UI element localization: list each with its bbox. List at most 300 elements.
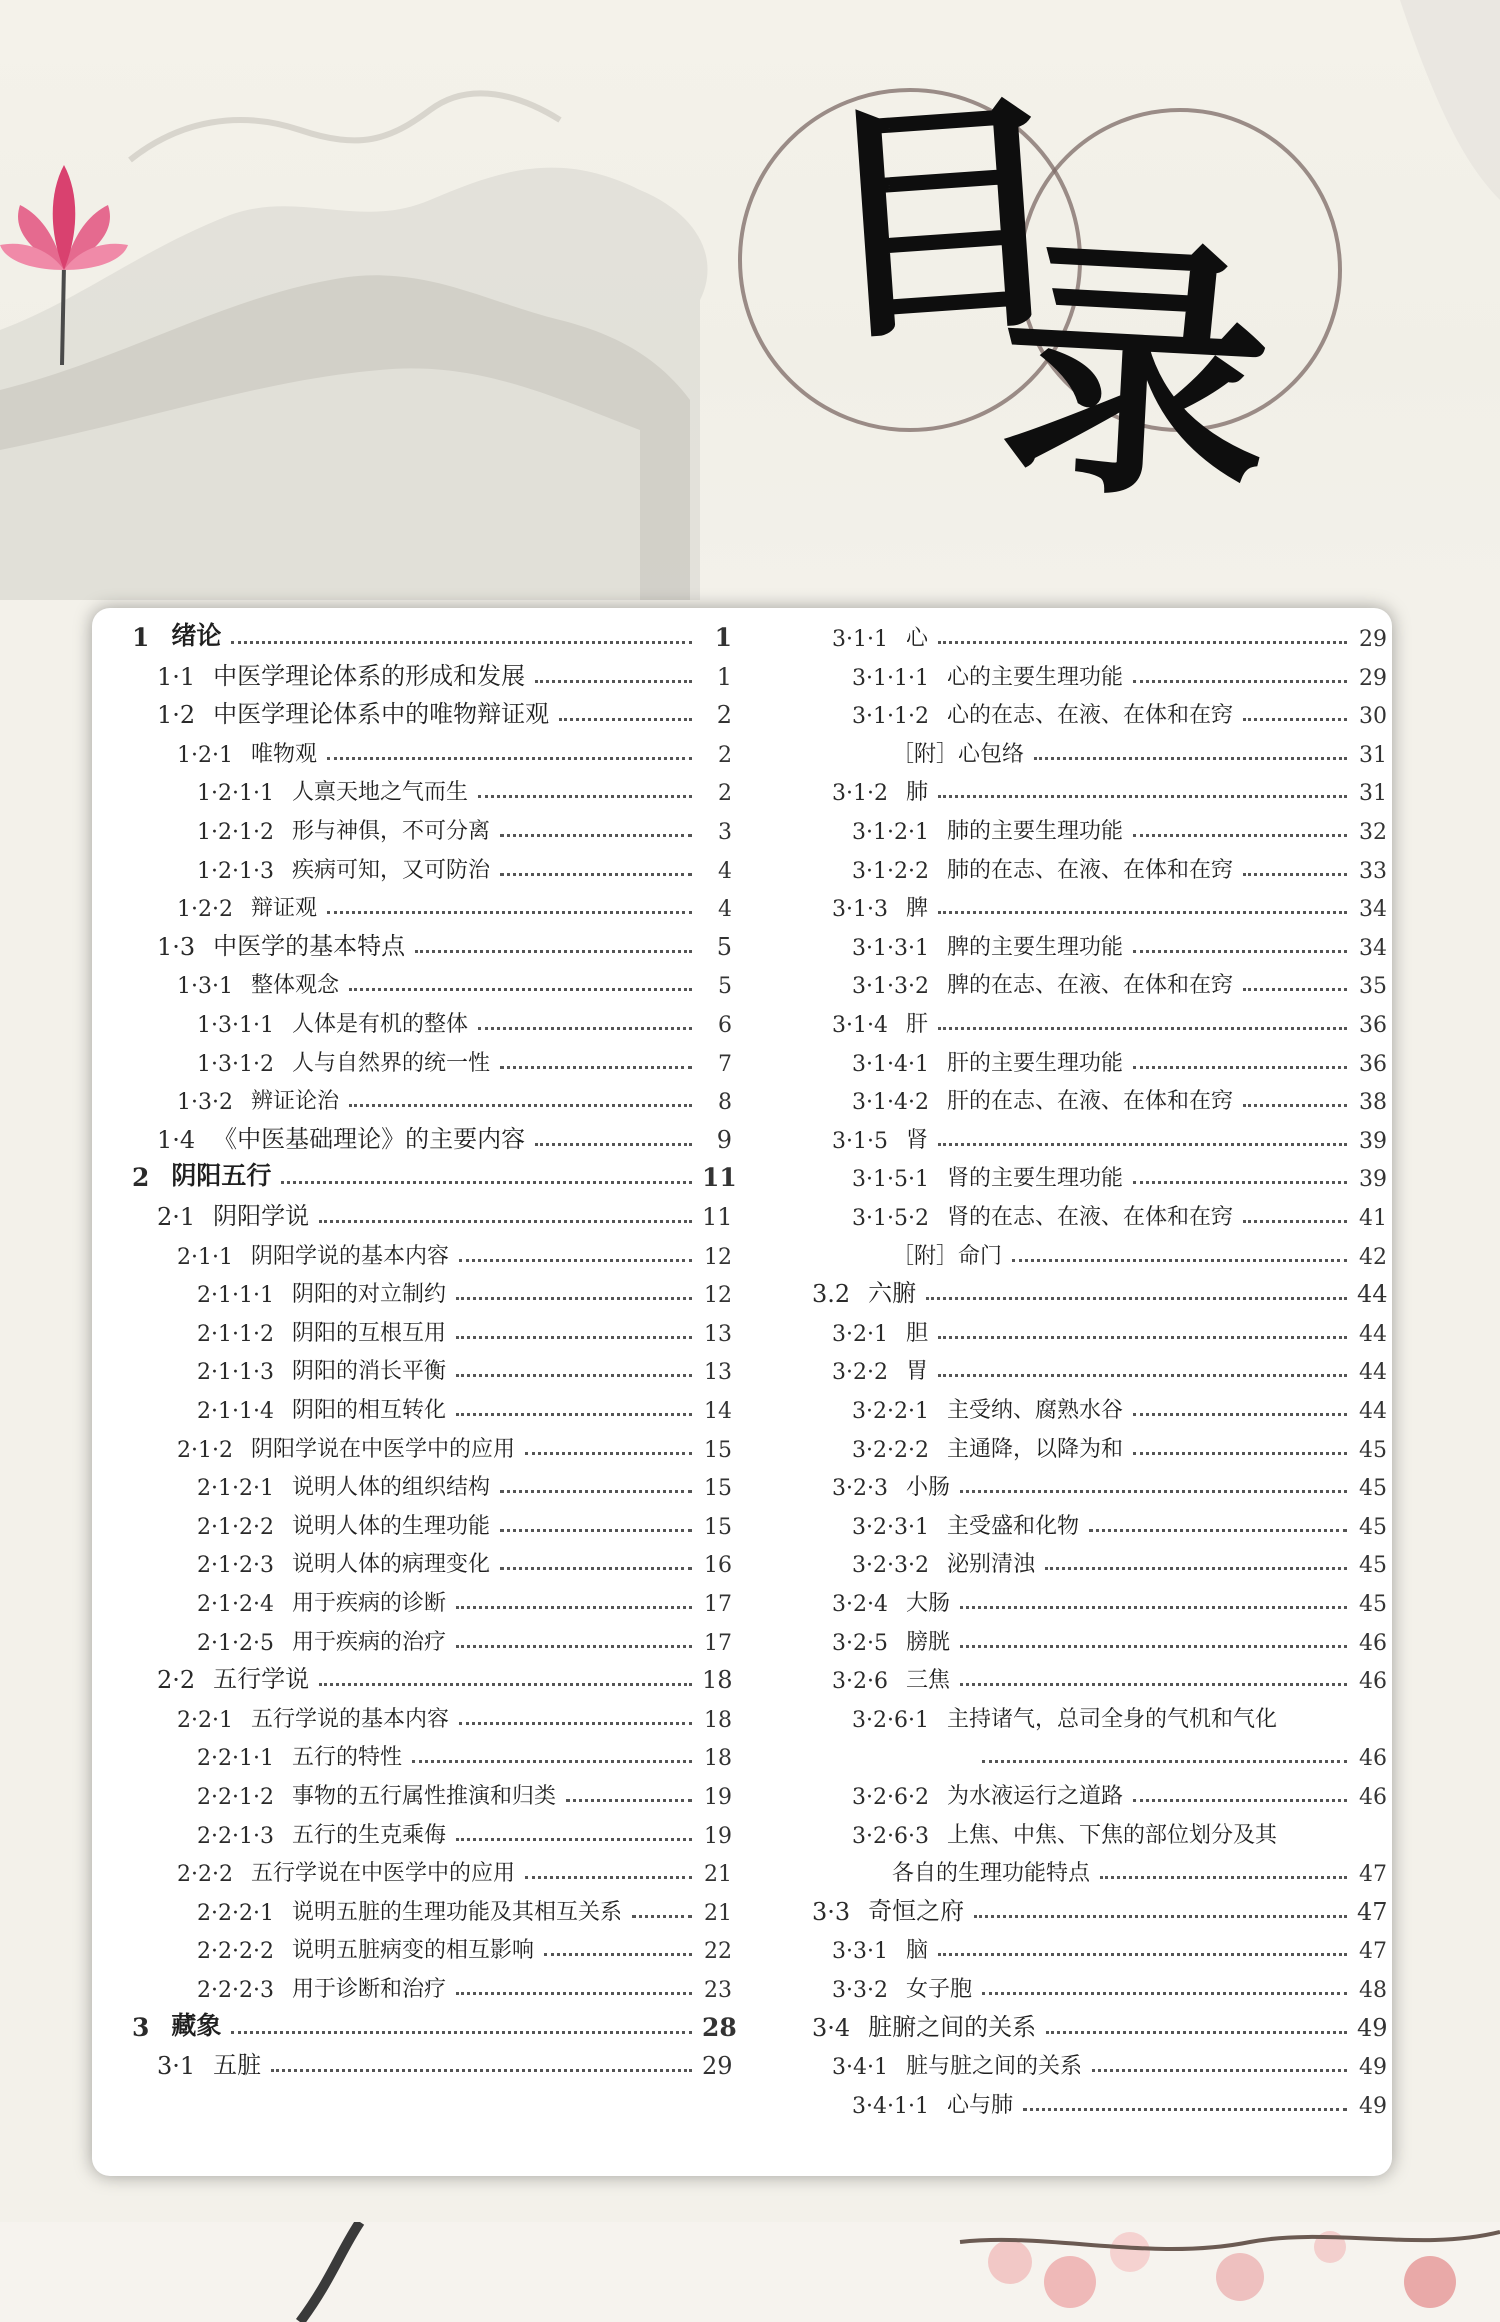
toc-dot-leader [1243,1220,1347,1223]
toc-dot-leader [281,1181,692,1184]
toc-dot-leader [938,1027,1347,1030]
toc-entry-title: 辨证论治 [250,1089,339,1115]
toc-entry [132,1311,732,1347]
toc-entry-number: 3·1·5 [832,1128,888,1154]
toc-entry-number: 3·2·4 [832,1592,888,1617]
toc-dot-leader [938,1374,1347,1377]
toc-entry [787,1311,1387,1347]
toc-entry [132,655,732,691]
toc-entry [787,1813,1387,1849]
toc-entry-number: 3·2·3·2 [852,1553,929,1579]
toc-entry-number: 2·2·1·2 [197,1785,274,1810]
toc-page-number: 12 [704,1244,732,1270]
toc-entry-title: 五行学说的基本内容 [250,1706,449,1732]
toc-dot-leader [535,680,692,683]
toc-entry [132,1156,737,1193]
toc-entry-title: 藏象 [171,2010,222,2040]
toc-entry-number: 3·1·5·2 [852,1206,929,1231]
toc-page-number: 5 [718,974,732,1000]
toc-page-number: 23 [704,1978,732,2003]
toc-entry [787,1542,1387,1578]
toc-dot-leader [459,1722,692,1725]
toc-entry-number: 3·1·2 [832,781,888,807]
toc-entry [132,1813,732,1849]
toc-entry [787,1388,1387,1424]
toc-entry-title: 阴阳的对立制约 [291,1282,446,1308]
toc-page-number: 15 [704,1514,732,1540]
toc-entry-title: 脾 [905,896,928,922]
toc-entry [132,925,732,961]
toc-entry-number: 3·3·2 [832,1978,888,2003]
toc-entry-number: 3·1·1·1 [852,665,929,691]
toc-dot-leader [632,1915,692,1918]
toc-entry-title: 肺的在志、在液、在体和在窍 [946,857,1233,883]
toc-page-number: 45 [1359,1592,1387,1617]
toc-entry [132,1427,732,1463]
toc-page-number: 45 [1359,1476,1387,1502]
toc-entry-title: 上焦、中焦、下焦的部位划分及其 [946,1822,1277,1848]
toc-entry-number: 2·2·2·1 [197,1900,274,1926]
toc-entry-title: 大肠 [905,1591,950,1616]
toc-entry-title: 三焦 [905,1668,950,1694]
toc-page-number: 29 [1359,627,1387,652]
toc-page-number: 17 [704,1630,732,1656]
toc-entry-title: 人体是有机的整体 [291,1012,468,1037]
toc-entry-number: 1·2·1·3 [197,858,274,884]
toc-dot-leader [938,795,1347,798]
toc-page-number: 2 [716,701,732,730]
toc-dot-leader [349,1104,692,1107]
toc-entry-number: 1 [132,623,150,652]
lotus-flower-illustration [0,135,170,365]
toc-entry [787,1504,1387,1540]
toc-entry-number: 3·2·2·1 [852,1399,929,1424]
toc-entry [787,1041,1387,1077]
toc-entry-number: 2·2·2·3 [197,1978,274,2003]
toc-entry-title: 中医学理论体系中的唯物辩证观 [213,700,550,729]
toc-entry-title: 主受纳、腐熟水谷 [946,1398,1123,1423]
toc-entry-number: 3·1·2·2 [852,858,929,884]
toc-entry [787,1002,1387,1038]
toc-entry [132,1465,732,1501]
toc-entry [787,848,1387,884]
toc-entry [132,1349,732,1385]
toc-dot-leader [559,718,692,721]
toc-page-number: 39 [1359,1128,1387,1154]
toc-entry-title: 说明人体的组织结构 [291,1475,490,1501]
toc-page-number: 7 [718,1051,732,1077]
toc-page-number: 42 [1359,1244,1387,1270]
toc-page-number: 44 [1357,1280,1388,1309]
toc-entry-title: 心与肺 [946,2092,1013,2118]
toc-page-number: 44 [1359,1399,1387,1424]
toc-dot-leader [271,2069,692,2072]
toc-dot-leader [926,1297,1347,1300]
toc-entry-title: 阴阳的消长平衡 [291,1359,446,1385]
toc-dot-leader [566,1799,692,1802]
toc-page-number: 49 [1359,2055,1387,2081]
toc-entry [132,1388,732,1424]
toc-entry [132,1620,732,1656]
toc-entry-number: 3·2·3·1 [852,1514,929,1540]
toc-entry-number: 2·1·1·4 [197,1399,274,1424]
toc-entry [132,616,732,652]
toc-entry [787,1079,1387,1115]
toc-entry-number: 3·1·1 [832,627,888,652]
toc-entry [132,1041,732,1077]
toc-dot-leader [1243,988,1347,991]
toc-entry-title: 心 [905,626,928,651]
toc-page-number: 11 [702,1163,737,1193]
toc-page-number: 15 [704,1437,732,1463]
toc-entry-number: 2·1·2·3 [197,1553,274,1579]
toc-entry [787,809,1387,845]
toc-entry [787,1735,1387,1771]
toc-entry-number: 3·1·4·2 [852,1090,929,1116]
toc-dot-leader [456,1645,692,1648]
toc-page-number: 16 [704,1553,732,1579]
toc-page-number: 8 [718,1090,732,1116]
toc-entry [787,1465,1387,1501]
toc-entry-number: 2·1·1·3 [197,1360,274,1386]
toc-dot-leader [478,795,692,798]
toc-page-number: 32 [1359,820,1387,845]
toc-page-number: 2 [718,781,732,807]
toc-entry [132,1890,732,1926]
toc-entry [132,848,732,884]
toc-entry-number: 1·3·1 [177,974,233,1000]
toc-entry [132,1658,732,1694]
toc-page-number: 44 [1359,1360,1387,1386]
toc-dot-leader [960,1606,1347,1609]
toc-entry-title: 肺 [905,780,928,806]
toc-entry-number: 3 [132,2012,150,2042]
toc-page-number: 4 [718,897,732,923]
toc-entry-number: 3·2·5 [832,1630,888,1656]
toc-entry [132,1967,732,2003]
toc-dot-leader [1243,873,1347,876]
toc-entry-number: 3·1·4·1 [852,1051,929,1077]
toc-entry-number: 2·1·2·1 [197,1476,274,1502]
toc-page-number: 15 [704,1476,732,1502]
toc-entry [787,1427,1387,1463]
toc-dot-leader [525,1452,692,1455]
toc-dot-leader [500,1567,692,1570]
toc-dot-leader [1023,2108,1347,2111]
toc-entry-title: 主通降，以降为和 [946,1436,1123,1462]
toc-page-number: 9 [716,1125,732,1154]
toc-dot-leader [456,1413,692,1416]
toc-entry-title: 用于疾病的诊断 [291,1591,446,1616]
toc-entry-number: 3·1·3·1 [852,935,929,961]
toc-entry-title: 女子胞 [905,1977,972,2002]
toc-entry-number: 3·2·3 [832,1476,888,1502]
toc-entry [787,963,1387,999]
toc-entry-title: 心的主要生理功能 [946,664,1123,690]
toc-dot-leader [456,1838,692,1841]
toc-page-number: 18 [704,1707,732,1733]
toc-dot-leader [1046,2031,1347,2034]
toc-entry-title: 用于疾病的治疗 [291,1629,446,1655]
toc-dot-leader [1100,1876,1347,1879]
toc-entry-title: 脏与脏之间的关系 [905,2054,1082,2080]
toc-entry-title: 泌别清浊 [946,1552,1035,1578]
toc-dot-leader [535,1143,692,1146]
toc-entry [132,1928,732,1964]
toc-page-number: 13 [704,1360,732,1386]
toc-dot-leader [500,1066,692,1069]
toc-entry-title: 五行学说 [213,1665,310,1694]
toc-dot-leader [544,1953,692,1956]
toc-page-number: 18 [702,1666,733,1695]
toc-entry-title: 五行的生克乘侮 [291,1822,446,1848]
toc-entry [132,2006,737,2042]
toc-dot-leader [456,1992,692,1995]
toc-page-number: 48 [1359,1978,1387,2003]
toc-dot-leader [500,1529,692,1532]
toc-page-number: 36 [1359,1051,1387,1077]
toc-page-number: 19 [704,1823,732,1849]
toc-entry [787,655,1387,691]
toc-page-number: 31 [1359,742,1387,768]
toc-page-number: 46 [1359,1746,1387,1772]
toc-dot-leader [960,1645,1347,1648]
toc-dot-leader [459,1259,692,1262]
toc-dot-leader [1092,2069,1347,2072]
toc-page-number: 46 [1359,1630,1387,1656]
toc-page-number: 21 [704,1862,732,1888]
toc-page-number: 34 [1359,897,1387,923]
toc-entry-title: 阴阳学说在中医学中的应用 [250,1436,515,1462]
toc-entry [132,1079,732,1115]
toc-entry [132,1272,732,1308]
toc-page-number: 47 [1359,1939,1387,1965]
toc-dot-leader [938,641,1347,644]
toc-page-number: 29 [702,2052,733,2081]
toc-page-number: 5 [716,932,732,961]
toc-entry-title: 五行的特性 [291,1745,402,1771]
toc-dot-leader [456,1336,692,1339]
toc-entry-title: 形与神俱，不可分离 [291,819,490,844]
toc-entry-title: 阴阳五行 [171,1161,272,1191]
toc-entry [787,1658,1387,1694]
toc-entry [132,809,732,845]
toc-dot-leader [1133,1066,1347,1069]
toc-entry-number: 2·1·2·2 [197,1514,274,1540]
toc-dot-leader [974,1915,1347,1918]
toc-entry-title: 膀胱 [905,1629,950,1655]
toc-page-number: 17 [704,1592,732,1617]
toc-entry [787,693,1387,729]
toc-dot-leader [327,757,692,760]
toc-entry-title: 疾病可知，又可防治 [291,857,490,883]
toc-entry [787,886,1387,922]
toc-entry-title: 绪论 [171,621,222,650]
toc-page-number: 22 [704,1939,732,1965]
toc-entry [787,1234,1387,1270]
toc-dot-leader [982,1760,1347,1763]
toc-dot-leader [1012,1259,1347,1262]
toc-page-number: 1 [714,623,732,652]
toc-dot-leader [1089,1529,1347,1532]
toc-entry-number: 3·2·2 [832,1360,888,1386]
toc-card [92,608,1392,2176]
toc-page-number: 39 [1359,1167,1387,1193]
toc-page-number: 3 [718,820,732,845]
toc-entry-title: 阴阳学说的基本内容 [250,1243,449,1269]
toc-entry-number: 2·1·2 [177,1437,233,1463]
toc-entry [132,2044,732,2080]
toc-entry-title: 用于诊断和治疗 [291,1977,446,2002]
toc-entry-title: 人与自然界的统一性 [291,1050,490,1076]
toc-entry-title: ［附］心包络 [892,741,1025,767]
toc-entry-title: 肝的在志、在液、在体和在窍 [946,1089,1233,1115]
toc-page-number: 38 [1359,1090,1387,1116]
header-banner [0,0,1500,600]
toc-entry-title: 脑 [905,1938,928,1964]
toc-entry-number: 1·2·1·2 [197,820,274,845]
toc-entry [787,1928,1387,1964]
toc-entry-title: 五行学说在中医学中的应用 [250,1861,515,1887]
toc-entry [787,1156,1387,1192]
toc-entry [132,1195,732,1231]
toc-entry-title: 小肠 [905,1475,950,1501]
toc-entry [787,1195,1387,1231]
toc-entry [787,616,1387,652]
toc-page-number: 21 [704,1900,732,1926]
toc-entry [787,732,1387,768]
toc-entry-number: 3·1·4 [832,1013,888,1038]
toc-entry-title: 人禀天地之气而生 [291,780,468,806]
toc-entry-number: 3·4·1 [832,2055,888,2081]
toc-entry-number: 2·2·1·1 [197,1746,274,1772]
toc-entry-number: 3·1 [157,2052,196,2081]
toc-entry-number: 3·4·1·1 [852,2093,929,2119]
toc-entry-title: 说明五脏病变的相互影响 [291,1938,534,1964]
toc-page-number: 13 [704,1321,732,1347]
toc-page-number: 30 [1359,704,1387,730]
toc-entry-title: 奇恒之府 [868,1896,965,1925]
toc-entry-number: 2·2·1·3 [197,1823,274,1849]
toc-entry-title: 脾的主要生理功能 [946,934,1123,960]
toc-page-number: 1 [716,662,732,691]
toc-entry-title: 阴阳的互根互用 [291,1320,446,1346]
title-char-2: 录 [991,207,1279,539]
toc-entry-title: 肾的在志、在液、在体和在窍 [946,1205,1233,1230]
toc-page-number: 44 [1359,1321,1387,1347]
toc-entry-title: 为水液运行之道路 [946,1784,1123,1809]
toc-dot-leader [231,641,692,644]
toc-entry-title: 唯物观 [250,741,317,767]
toc-entry-number: 1·2 [157,701,196,730]
toc-entry-title: 阴阳的相互转化 [291,1398,446,1423]
toc-dot-leader [478,1027,692,1030]
toc-page-number: 33 [1359,858,1387,884]
toc-dot-leader [456,1606,692,1609]
toc-dot-leader [1133,1799,1347,1802]
toc-entry-number: 3·2·6·1 [852,1707,929,1733]
toc-dot-leader [231,2031,692,2034]
toc-page-number: 18 [704,1746,732,1772]
toc-entry-title: 阴阳学说 [213,1202,310,1230]
toc-entry [132,1581,732,1617]
toc-entry-number: 3·1·5·1 [852,1167,929,1193]
toc-dot-leader [1243,1104,1347,1107]
toc-entry-title: 说明五脏的生理功能及其相互关系 [291,1899,622,1925]
toc-entry [787,1851,1387,1887]
toc-dot-leader [1133,1413,1347,1416]
toc-entry-title: 五脏 [213,2051,262,2080]
toc-dot-leader [938,911,1347,914]
toc-page-number: 28 [702,2012,737,2042]
toc-entry [787,1349,1387,1385]
toc-page-number: 34 [1359,935,1387,961]
toc-entry-title: 说明人体的病理变化 [291,1552,490,1578]
toc-entry-title: 整体观念 [250,973,339,999]
toc-entry-title: 脏腑之间的关系 [868,2012,1037,2041]
toc-entry-number: 2 [132,1163,150,1193]
toc-entry [787,925,1387,961]
toc-entry [132,1504,732,1540]
toc-page-number: 49 [1357,2013,1388,2042]
toc-dot-leader [938,1143,1347,1146]
toc-entry-title: 六腑 [868,1279,917,1308]
toc-entry [132,770,732,806]
toc-entry-number: 1·4 [157,1125,196,1154]
toc-entry-number: 2·2·2·2 [197,1939,274,1965]
toc-entry [787,1620,1387,1656]
toc-entry-title: 中医学的基本特点 [213,931,406,960]
toc-page-number: 31 [1359,781,1387,807]
toc-entry-number: 2·1·1·1 [197,1283,274,1309]
toc-entry-number: 1·2·1·1 [197,781,274,807]
toc-entry [132,886,732,922]
toc-page-number: 47 [1359,1862,1387,1888]
toc-entry-title: 肺的主要生理功能 [946,819,1123,844]
toc-page-number: 12 [704,1283,732,1309]
toc-entry-number: 3·1·3·2 [852,974,929,1000]
toc-entry-number: 1·3 [157,932,196,961]
toc-entry-title: 主持诸气，总司全身的气机和气化 [946,1706,1277,1732]
toc-page-number: 2 [718,742,732,768]
toc-page-number: 45 [1359,1514,1387,1540]
toc-entry-number: 3·2·6·2 [852,1785,929,1810]
toc-entry-title: 中医学理论体系的形成和发展 [213,661,526,690]
toc-entry-number: 3·4 [812,2013,851,2042]
toc-dot-leader [319,1220,692,1223]
toc-entry-number: 2·1·1 [177,1244,233,1270]
toc-entry [132,1851,732,1887]
toc-dot-leader [1034,757,1347,760]
toc-page-number: 36 [1359,1013,1387,1038]
toc-entry-title: 主受盛和化物 [946,1513,1079,1539]
toc-dot-leader [456,1297,692,1300]
toc-dot-leader [1243,718,1347,721]
toc-entry-number: 3.2 [812,1280,851,1309]
toc-entry-number: 3·2·6·3 [852,1823,929,1849]
toc-dot-leader [938,1953,1347,1956]
title-char-1: 目 [808,64,1078,376]
toc-entry-title: ［附］命门 [892,1243,1003,1269]
toc-entry [787,1967,1387,2003]
toc-dot-leader [412,1760,692,1763]
toc-entry [787,2083,1387,2119]
toc-page-number: 35 [1359,974,1387,1000]
toc-entry-number: 2·2 [157,1666,196,1695]
toc-entry [132,1234,732,1270]
toc-entry [787,1581,1387,1617]
toc-dot-leader [960,1683,1347,1686]
